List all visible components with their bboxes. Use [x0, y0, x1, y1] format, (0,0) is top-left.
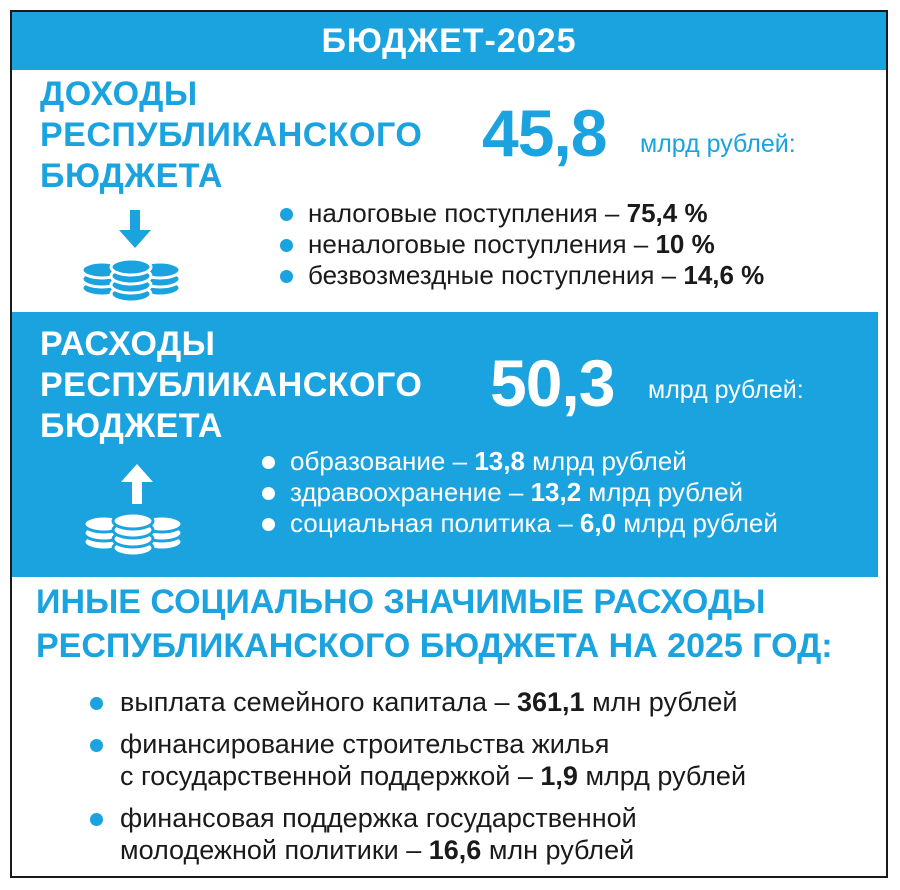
item-value: 14,6 % — [683, 260, 765, 290]
other-title-line: ИНЫЕ СОЦИАЛЬНО ЗНАЧИМЫЕ РАСХОДЫ — [36, 583, 766, 621]
item-text: здравоохранение – — [290, 477, 531, 507]
other-expenses-list — [90, 686, 746, 876]
bullet-dot — [280, 239, 293, 252]
income-title-line: РЕСПУБЛИКАНСКОГО — [40, 116, 423, 154]
item-value: 361,1 — [517, 687, 585, 717]
income-title — [40, 74, 422, 197]
bullet-dot — [90, 739, 103, 752]
item-text: образование – — [290, 446, 475, 476]
bullet-dot — [90, 813, 103, 826]
bullet-dot — [262, 518, 275, 531]
item-value: 16,6 — [428, 835, 482, 865]
other-expenses-title — [36, 580, 876, 668]
item-unit: млн рублей — [584, 687, 738, 717]
expenses-title-line: БЮДЖЕТА — [40, 407, 223, 445]
bullet-dot — [280, 270, 293, 283]
item-value: 10 % — [655, 229, 715, 259]
bullet-dot — [262, 487, 275, 500]
list-item — [90, 728, 746, 792]
item-unit: млрд рублей — [581, 477, 744, 507]
income-unit: млрд рублей: — [640, 130, 796, 158]
item-unit: млрд рублей — [577, 761, 747, 791]
item-text: с государственной поддержкой – — [120, 761, 541, 791]
bullet-dot — [90, 697, 103, 710]
expenses-amount: 50,3 — [490, 346, 615, 420]
expenses-list — [262, 446, 778, 539]
infographic-frame — [10, 10, 888, 878]
item-value: 13,2 — [530, 477, 582, 507]
expenses-panel — [12, 312, 878, 577]
bullet-dot — [280, 208, 293, 221]
list-item — [280, 260, 764, 291]
item-text: неналоговые поступления – — [308, 229, 656, 259]
expenses-title-line: РЕСПУБЛИКАНСКОГО — [40, 366, 423, 404]
expenses-unit: млрд рублей: — [648, 376, 804, 404]
income-list — [280, 198, 764, 291]
list-item — [280, 229, 764, 260]
item-text: социальная политика – — [290, 508, 580, 538]
item-unit: млн рублей — [481, 835, 635, 865]
coins-up-arrow-icon — [82, 462, 186, 558]
item-text: финансовая поддержка государственной — [120, 803, 637, 833]
income-title-line: БЮДЖЕТА — [40, 157, 223, 195]
item-unit: млрд рублей — [616, 508, 778, 538]
item-text: молодежной политики – — [120, 835, 429, 865]
list-item — [280, 198, 764, 229]
list-item — [262, 508, 778, 539]
item-value: 13,8 — [474, 446, 525, 476]
income-amount: 45,8 — [482, 96, 607, 170]
coins-down-arrow-icon — [80, 208, 184, 304]
other-title-line: РЕСПУБЛИКАНСКОГО БЮДЖЕТА НА 2025 ГОД: — [36, 627, 833, 665]
item-value: 75,4 % — [626, 198, 708, 228]
item-text: выплата семейного капитала – — [120, 687, 517, 717]
income-title-line: ДОХОДЫ — [40, 75, 198, 113]
expenses-title-line: РАСХОДЫ — [40, 325, 216, 363]
item-value: 1,9 — [540, 761, 578, 791]
bullet-dot — [262, 456, 275, 469]
expenses-title — [40, 324, 422, 447]
item-text: безвозмездные поступления – — [308, 260, 684, 290]
list-item — [90, 686, 746, 718]
item-text: финансирование строительства жилья — [120, 729, 610, 759]
list-item — [90, 802, 746, 866]
item-text: налоговые поступления – — [308, 198, 627, 228]
item-unit: млрд рублей — [524, 446, 687, 476]
list-item — [262, 446, 778, 477]
page-title: БЮДЖЕТ-2025 — [12, 12, 886, 70]
list-item — [262, 477, 778, 508]
item-value: 6,0 — [579, 508, 617, 538]
